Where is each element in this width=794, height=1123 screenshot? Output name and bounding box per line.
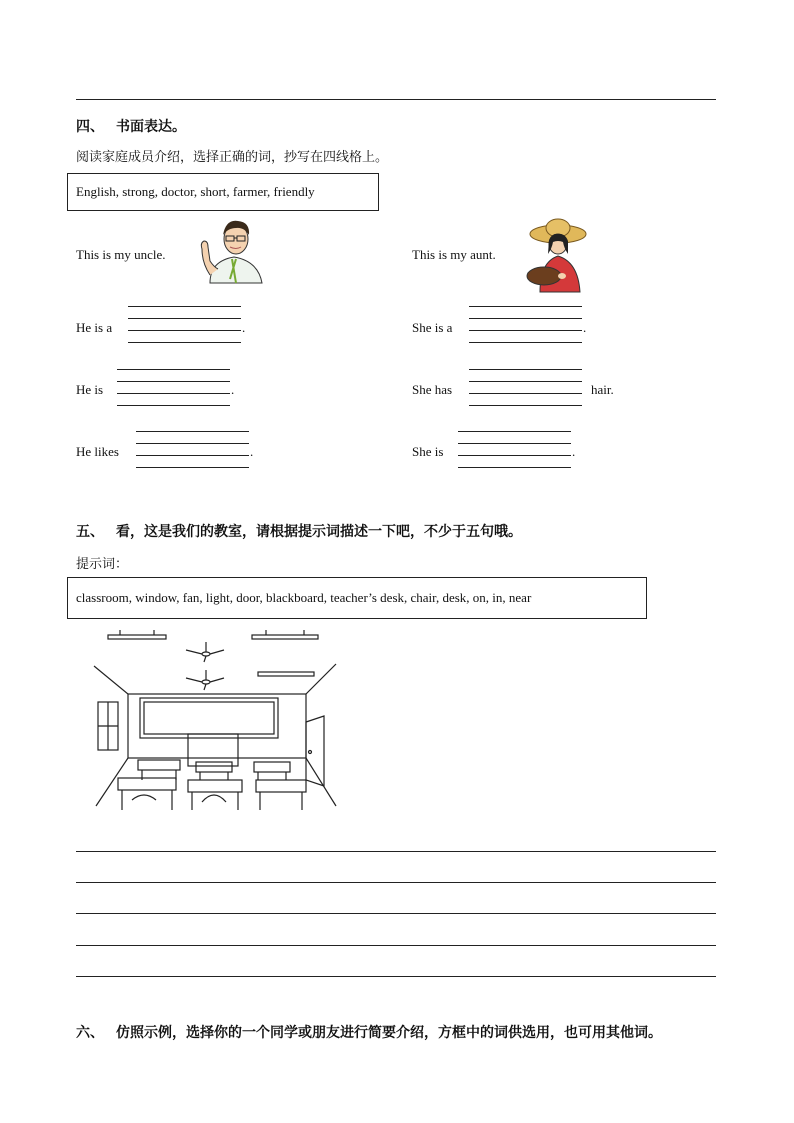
aunt-illustration: [522, 214, 590, 294]
section5-number: 五、: [76, 524, 104, 540]
section4-heading: [76, 116, 186, 136]
uncle-intro: This is my uncle.: [76, 247, 166, 262]
aunt-q3-writing-lines[interactable]: [458, 431, 571, 468]
uncle-q3-prompt: He likes: [76, 444, 119, 459]
aunt-intro: This is my aunt.: [412, 247, 496, 262]
aunt-q2-writing-lines[interactable]: [469, 369, 582, 406]
aunt-q1-prompt: She is a: [412, 320, 453, 335]
section4-number: 四、: [76, 119, 104, 135]
section5-heading: [76, 521, 522, 541]
section5-writing-line-1[interactable]: [76, 851, 716, 852]
section5-writing-line-4[interactable]: [76, 945, 716, 946]
section4-word-box-text: English, strong, doctor, short, farmer, friendly: [76, 184, 315, 199]
aunt-q3-end: .: [572, 444, 576, 459]
uncle-q3-writing-lines[interactable]: [136, 431, 249, 468]
uncle-q2-writing-lines[interactable]: [117, 369, 230, 406]
aunt-q2-prompt: She has: [412, 382, 453, 397]
aunt-q1-end: .: [583, 320, 587, 335]
uncle-q3-end: .: [250, 444, 254, 459]
classroom-illustration: [92, 630, 338, 812]
section4-title: 书面表达。: [116, 119, 186, 135]
section5-writing-line-3[interactable]: [76, 913, 716, 914]
uncle-q1-prompt: He is a: [76, 320, 113, 335]
section5-hint-label: 提示词：: [76, 557, 129, 572]
uncle-q1-writing-lines[interactable]: [128, 306, 241, 343]
uncle-q1-end: .: [242, 320, 246, 335]
aunt-q1-writing-lines[interactable]: [469, 306, 582, 343]
uncle-q2-end: .: [231, 382, 235, 397]
uncle-illustration: [196, 213, 272, 285]
aunt-q3-prompt: She is: [412, 444, 444, 459]
section5-word-box: [67, 577, 647, 619]
section5-writing-line-2[interactable]: [76, 882, 716, 883]
section5-word-box-text: classroom, window, fan, light, door, blackboard, teacher’s desk, chair, desk, on, in, near: [76, 590, 532, 605]
section4-word-box: [67, 173, 379, 211]
section6-number: 六、: [76, 1025, 104, 1041]
uncle-q2-prompt: He is: [76, 382, 104, 397]
top-divider: [76, 99, 716, 100]
section6-title: 仿照示例，选择你的一个同学或朋友进行简要介绍，方框中的词供选用，也可用其他词。: [116, 1025, 662, 1041]
aunt-q2-end: hair.: [591, 382, 614, 397]
section6-heading: [76, 1022, 662, 1042]
section5-title: 看，这是我们的教室，请根据提示词描述一下吧，不少于五句哦。: [116, 524, 522, 540]
section5-writing-line-5[interactable]: [76, 976, 716, 977]
section4-instruction: 阅读家庭成员介绍，选择正确的词，抄写在四线格上。: [76, 150, 389, 165]
